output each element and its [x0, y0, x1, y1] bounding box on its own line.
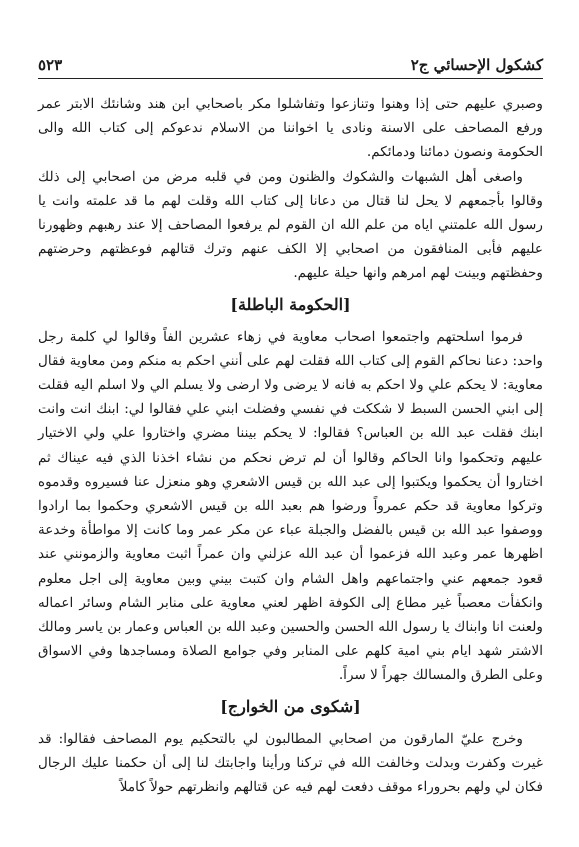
running-header [38, 48, 543, 79]
page-number: ٥٢٣ [38, 56, 63, 74]
paragraph: وصبري عليهم حتى إذا وهنوا وتنازعوا وتفاشلوا مكر باصحابي ابن هند وشانئك الابتر عمر ورفع المصاحف على الاسنة ونادى يا اخواننا من الاسلام ندعوكم إلى كتاب الله والى الحكومة ونصون دمائنا ودمائكم. [38, 96, 543, 161]
section-heading: [شكوى من الخوارج] [220, 696, 361, 716]
paragraph: واصغى أهل الشبهات والشكوك والظنون ومن في قلبه مرض من اصحابي إلى ذلك وقالوا بأجمعهم لا يحل لنا قتال من دعانا إلى كتاب الله وقلت لهم ما قد علمته وانت يا رسول الله علمتني اياه من علم الله ان القوم لم يرفعوا المصاحف إلا عند رهبهم وظهورنا عليهم فأبى المنافقون من اصحابي إلا الكف عنهم وترك قتالهم فوعظتهم وحرضتهم وحفظتهم وبينت لهم امرهم وانها حيلة عليهم. [38, 168, 543, 282]
paragraph: وخرج عليّ المارقون من اصحابي المطالبون لي بالتحكيم يوم المصاحف فقالوا: قد غيرت وكفرت وبدلت وخالفت الله في تركنا ورأينا واجابتك لنا إلى أن حكمنا عليك الرجال فكان لي ولهم بحروراء موقف دفعت لهم فيه عن قتالهم وانظرتهم حولاً كاملاً [38, 730, 543, 796]
body-text [38, 92, 543, 799]
paragraph: فرموا اسلحتهم واجتمعوا اصحاب معاوية في زهاء عشرين الفاً وقالوا لي كلمة رجل واحد: دعنا نحاكم القوم إلى كتاب الله فقلت لهم على أنني احكم به منكم ومن معاوية فقال معاوية: لا يحكم علي ولا احكم به فانه لا يرضى ولا ارضى ولا يسلم الي ولا اسلم اليه فقلت إلى ابني الحسن السبط لا شككت في نفسي وفضلت ابني علي فقالوا لي: ابنك انت وانت ابنك فقلت عبد الله بن العباس؟ فقالوا: لا يحكم بيننا مضري واختاروا علي ولي الاختيار عليهم وتحكموا وانا الحاكم وقالوا أن لم ترض نحكم من نشاء اخذنا الذي فيه عيناك ثم اختاروا أن يحكموا ويكتبوا إلى عبد الله بن قيس الاشعري وهو منعزل عنا فسيروه وقدموه وتركوا معاوية قد حكم عمرواً ورضوا هم بعبد الله بن قيس الاشعري وحكموا بما ارادوا ووصفوا عبد الله بن قيس بالفضل والجبلة عباء عن مكر عمر وما كانت إلا مواطأة وخدعة اظهرها عمر وعبد الله فزعموا أن عبد الله عزلني وان عمراً اثبت معاوية والزمونني عند قعود جمعهم عني واجتماعهم واهل الشام وان كتبت بيني وبين معاوية إلى اجل معلوم وانكفأت معصباً غير مطاع إلى الكوفة اظهر لعني معاوية على منابر الشام وسائر اعماله ولعنت انا وابناك يا رسول الله الحسن والحسين وعبد الله بن العباس وعمار بن ياسر ومالك الاشتر شهد ايام بني امية كلهم على المنابر وفي جوامع الصلاة ومساجدها وفي الاسواق وعلى الطرق والمسالك جهراً لا سراً. [38, 328, 543, 684]
section-heading: [الحكومة الباطلة] [230, 294, 351, 314]
running-title: كشكول الإحسائي ج٢ [410, 56, 543, 74]
